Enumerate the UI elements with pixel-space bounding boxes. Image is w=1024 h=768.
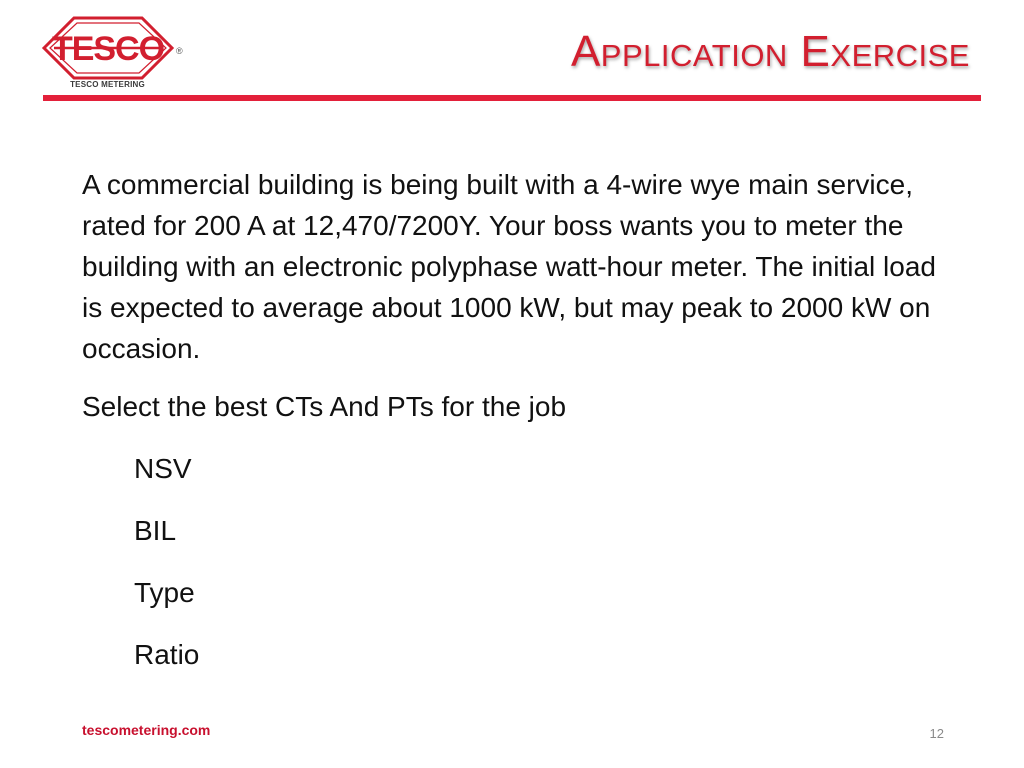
slide-title: Application Exercise bbox=[570, 27, 970, 76]
selection-criteria-list bbox=[82, 448, 962, 675]
footer-website-link[interactable]: tescometering.com bbox=[82, 722, 211, 738]
criteria-item-nsv: NSV bbox=[134, 453, 192, 484]
criteria-item-type: Type bbox=[134, 577, 195, 608]
problem-statement: A commercial building is being built with a 4-wire wye main service, rated for 200 A at 12,470/7200Y. Your boss wants you to meter the building with an electronic polyphase watt-hour meter. The initial load is expected to average about 1000 kW, but may peak to 2000 kW on occasion. bbox=[82, 169, 936, 364]
logo-caption: TESCO METERING bbox=[70, 80, 145, 89]
title-divider bbox=[43, 95, 981, 101]
criteria-item-bil: BIL bbox=[134, 515, 177, 546]
logo-wordmark: TESCO bbox=[51, 30, 165, 68]
slide-body bbox=[82, 164, 962, 675]
tesco-logo bbox=[40, 14, 183, 94]
task-statement: Select the best CTs And PTs for the job bbox=[82, 391, 567, 422]
slide-number: 12 bbox=[929, 726, 944, 741]
criteria-item-ratio: Ratio bbox=[134, 639, 200, 670]
tesco-logo-mark bbox=[40, 14, 180, 82]
registered-mark: ® bbox=[176, 46, 183, 56]
